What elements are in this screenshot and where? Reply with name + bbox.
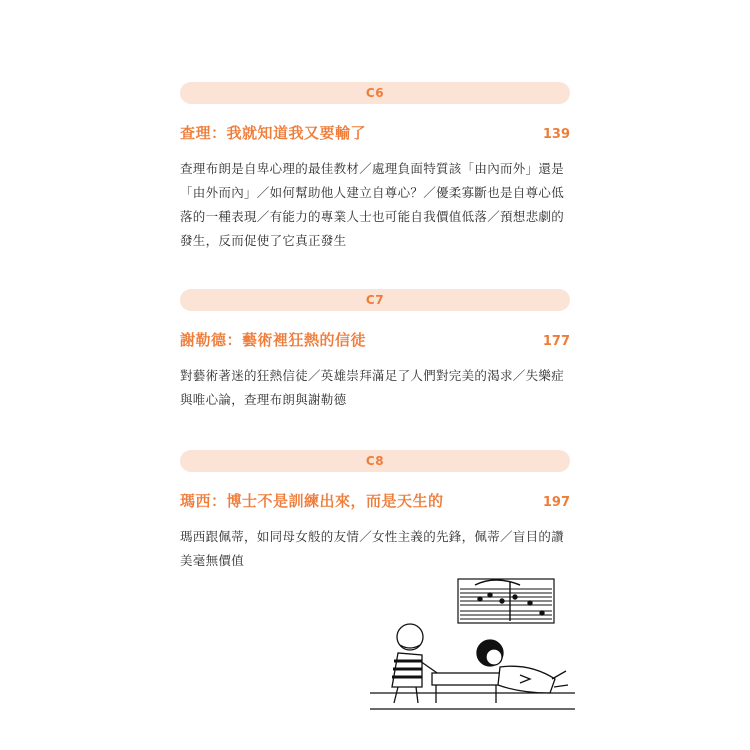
chapter-c8 — [180, 450, 570, 573]
chapter-title: 謝勒德：藝術裡狂熱的信徒 — [180, 331, 367, 349]
piano-cartoon-illustration — [370, 575, 575, 725]
chapter-description: 瑪西跟佩蒂，如同母女般的友情／女性主義的先鋒，佩蒂／盲目的讚美毫無價值 — [180, 529, 565, 568]
chapter-label: C6 — [180, 82, 570, 104]
page-number: 197 — [542, 495, 570, 510]
toy-piano — [432, 673, 500, 703]
chapter-title: 瑪西：博士不是訓練出來，而是天生的 — [180, 492, 444, 510]
floor-lines — [370, 693, 575, 709]
chapter-c6 — [180, 82, 570, 253]
page-number: 139 — [542, 127, 570, 142]
boy-figure — [392, 624, 440, 703]
chapter-description: 查理布朗是自卑心理的最佳教材／處理負面特質該「由內而外」還是「由外而內」／如何幫助他人建立自尊心？／優柔寡斷也是自尊心低落的一種表現／有能力的專業人士也可能自我價值低落／預想悲劇的發生，反而促使了它真正發生 — [180, 161, 565, 248]
chapter-title-row — [180, 329, 570, 350]
chapter-c7 — [180, 289, 570, 412]
chapter-title: 查理：我就知道我又要輸了 — [180, 124, 367, 142]
chapter-description: 對藝術著迷的狂熱信徒／英雄崇拜滿足了人們對完美的渴求／失樂症與唯心論，查理布朗與謝勒德 — [180, 368, 565, 407]
chapter-label: C8 — [180, 450, 570, 472]
chapter-label: C7 — [180, 289, 570, 311]
chapter-title-row — [180, 490, 570, 511]
page-number: 177 — [542, 334, 570, 349]
music-score-icon — [458, 579, 554, 623]
chapter-title-row — [180, 122, 570, 143]
